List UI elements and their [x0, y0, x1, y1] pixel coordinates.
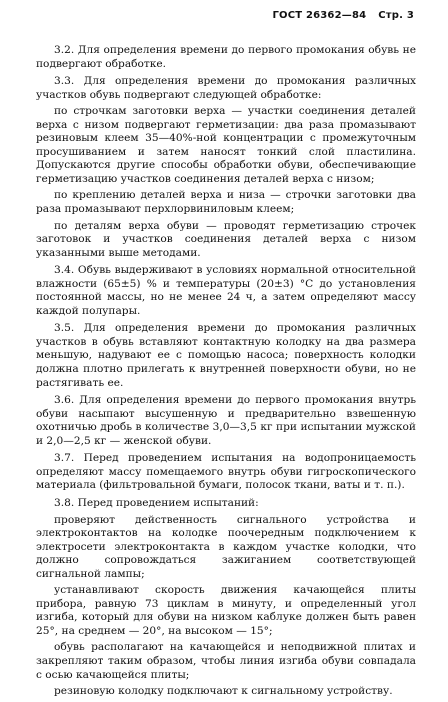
paragraph-upper-parts: по деталям верха обуви — проводят герметизацию строчек заготовок и участков соединения деталей верха с низом указанными выше методами. — [36, 219, 416, 259]
paragraph-fastening: по креплению деталей верха и низа — строчки заготовки два раза промазывают перхлорвиниловым клеем; — [36, 189, 416, 216]
paragraph-set-speed: устанавливают скорость движения качающейся плиты прибора, равную 73 циклам в минуту, и определенный угол изгиба, который для обуви на низком каблуке должен быть равен 25°, на среднем — 20°, на высоком — 15°; — [36, 584, 416, 637]
paragraph-3-6: 3.6. Для определения времени до первого промокания внутрь обуви насыпают высушенную и предварительно взвешенную охотничью дробь в количестве 3,0—3,5 кг при испытании мужской и 2,0—2,5 кг — женской обуви. — [36, 394, 416, 447]
paragraph-seams: по строчкам заготовки верха — участки соединения деталей верха с низом подвергают герметизации: два раза промазывают резиновым клеем 35—40%-ной концентрации с промежуточным просушиванием и затем наносят тонкий слой пластилина. Допускаются другие способы обработки обуви, обеспечивающие герметизацию участков соединения деталей верха с низом; — [36, 105, 416, 185]
paragraph-connect-last: резиновую колодку подключают к сигнальному устройству. — [54, 685, 393, 698]
page-header — [272, 10, 414, 21]
paragraph-3-4: 3.4. Обувь выдерживают в условиях нормальной относительной влажности (65±5) % и температуры (20±3) °С до установления постоянной массы, но не менее 24 ч, а затем определяют массу каждой полупары. — [36, 264, 416, 317]
paragraph-check-signal: проверяют действенность сигнального устройства и электроконтактов на колодке поочередным подключением к электросети электроконтакта в каждом участке колодки, что должно сопровождаться зажиганием соответствующей сигнальной лампы; — [36, 513, 416, 580]
paragraph-place-shoe: обувь располагают на качающейся и неподвижной плитах и закрепляют таким образом, чтобы линия изгиба обуви совпадала с осью качающейся плиты; — [36, 641, 416, 681]
paragraph-3-8: 3.8. Перед проведением испытаний: — [54, 496, 259, 509]
paragraph-3-5: 3.5. Для определения времени до промокания различных участков в обувь вставляют контактную колодку на два размера меньшую, надувают ее с помощью насоса; поверхность колодки должна плотно прилегать к внутренней поверхности обуви, но не растягивать ее. — [36, 322, 416, 389]
standard-number: ГОСТ 26362—84 — [272, 10, 367, 21]
document-body — [36, 44, 416, 702]
page-number: Стр. 3 — [378, 10, 414, 21]
paragraph-3-7: 3.7. Перед проведением испытания на водопроницаемость определяют массу помещаемого внутрь обуви гигроскопического материала (фильтровальной бумаги, полосок ткани, ваты и т. п.). — [36, 452, 416, 492]
paragraph-3-3: 3.3. Для определения времени до промокания различных участков обувь подвергают следующей обработке: — [36, 75, 416, 101]
paragraph-3-2: 3.2. Для определения времени до первого промокания обувь не подвергают обработке. — [36, 44, 416, 70]
